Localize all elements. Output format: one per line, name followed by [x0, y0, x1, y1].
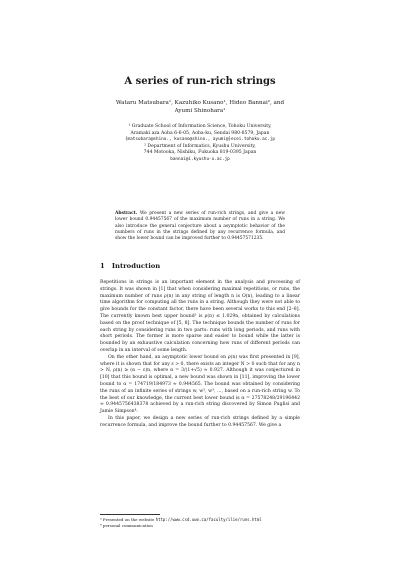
author-line-2: Ayumi Shinohara¹: [174, 108, 226, 114]
footnote-text: Presented on the website: [102, 517, 156, 522]
paragraph: Repetitions in strings is an important element in the analysis and processing of strings. It was shown in [1] that when considering maximal repetitions, or runs, the maximum number of runs ρ(n) in any string of length n is O(n), leading to a linear time algorithm for computing all the runs in a string. Although they were not able to give bounds for the constant factor, there have been several works to this end [2–8]. The currently known best upper bound³ is ρ(n) ≤ 1.029n, obtained by calculations based on the proof technique of [5, 8]. The technique bounds the number of runs for each string by considering runs in two parts: runs with long periods, and runs with short periods. The former is more sparse and easier to bound while the latter is bounded by an exhaustive calculation concerning how runs of different periods can overlap in an interval of some length.: [100, 280, 300, 353]
body-text: [100, 280, 300, 430]
footnote: [100, 523, 300, 529]
affiliation-line: 744 Motooka, Nishiku, Fukuoka 819-0395 Japan: [143, 150, 257, 156]
section-heading: [100, 262, 160, 270]
affiliation-email: {matsubara@shino., kusano@shino., ayumi@}ecei.tohoku.ac.jp: [124, 137, 276, 143]
affiliation-line: ² Department of Informatics, Kyushu University,: [144, 143, 256, 149]
affiliation-line: Aramaki aza Aoba 6-6-05, Aoba-ku, Sendai 980-8579, Japan: [130, 130, 270, 136]
paragraph: On the other hand, an asymptotic lower bound on ρ(n) was first presented in [9], where it is shown that for any ε > 0, there exists an integer N > 0 such that for any n > N, ρ(n) ≥ (α − ε)n, where α = 3/(1+√5) ≈ 0.927. Although it was conjectured in [10] that this bound is optimal, a new bound was shown in [11], improving the lower bound to α = 174719/184973 ≈ 0.944565. The bound was obtained by considering the runs of an infinite series of strings w, w², w³, ..., based on a run-rich string w. To the best of our knowledge, the current best lower bound is α = 27578248/29196442 ≈ 0.9445756438378 achieved by a run-rich string discovered by Simon Puglisi and Jamie Simpson⁴.: [100, 354, 300, 415]
affiliation-line: ¹ Graduate School of Information Science, Tohoku University,: [128, 124, 272, 129]
footnote-url[interactable]: http://www.csd.uwo.ca/faculty/ilie/runs.html: [155, 517, 262, 522]
footnote-mark: ⁴: [100, 522, 102, 528]
footnote-text: personal communication: [102, 522, 153, 528]
affiliations: [60, 124, 340, 164]
footnote-rule: [100, 514, 160, 515]
paper-title: A series of run-rich strings: [124, 76, 276, 87]
author-line-1: Wataru Matsubara¹, Kazuhiko Kusano¹, Hideo Bannai², and: [115, 100, 285, 106]
affiliation-email: bannai@i.kyushu-u.ac.jp: [170, 156, 230, 162]
abstract-label: Abstract.: [115, 211, 138, 216]
footnotes: [100, 517, 300, 528]
footnote-mark: ³: [100, 517, 102, 522]
abstract-text: We present a new series of run-rich strings, and give a new lower bound 0.94457567 of the maximum number of runs in a string. We also introduce the general conjecture about a asymptotic behavior of the numbers of runs in the strings defined by any recurrence formula, and show the lower bound can be improved further to 0.94457571235.: [115, 211, 285, 242]
abstract: [115, 211, 285, 242]
section-title: Introduction: [111, 262, 161, 270]
paragraph: In this paper, we design a new series of run-rich strings defined by a simple recurrence formula, and improve the bound further to 0.94457567. We give a: [100, 415, 300, 428]
author-list: [60, 99, 340, 115]
section-number: 1: [100, 262, 105, 270]
